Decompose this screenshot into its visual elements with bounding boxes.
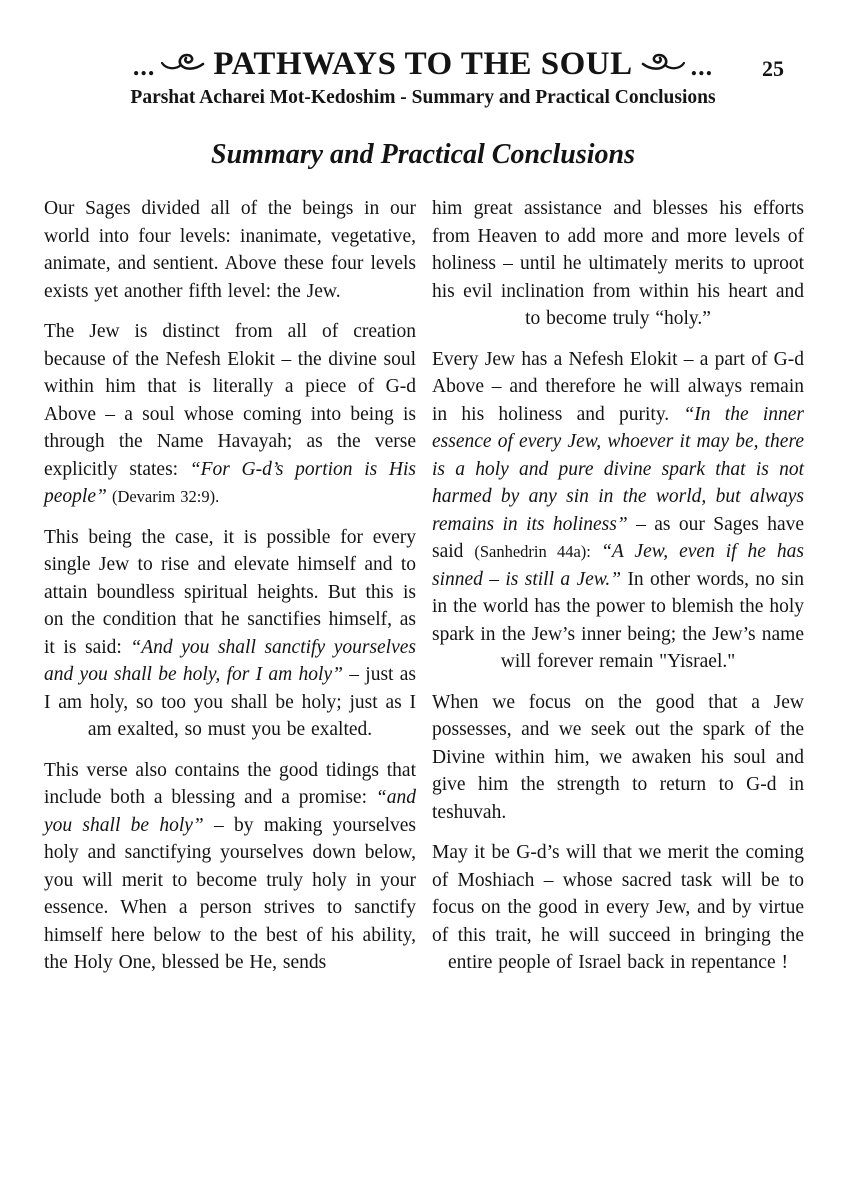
paragraph (432, 689, 804, 827)
paragraph (432, 346, 804, 676)
text-run: – as our Sages have said (432, 513, 804, 562)
quote-run: “And you shall sanctify yourselves and you shall be holy, for I am holy” (44, 636, 417, 685)
text-run: May it be G-d’s will that we merit the coming of Moshiach – whose sacred task will be to focus on the good in every Jew, and by virtue of this trait, he will succeed in bringing the entire people of Israel back in repentance ! (432, 842, 804, 973)
ornament-dots-left: ... (132, 51, 156, 81)
left-column (44, 195, 416, 990)
quote-run: “A Jew, even if he has sinned – is still a Jew.” (432, 541, 804, 590)
text-run: This being the case, it is possible for every single Jew to rise and elevate himself and to attain boundless spiritual heights. But this is on the condition that he sanctifies himself, as it is said: (44, 526, 416, 658)
text-run: Our Sages divided all of the beings in our world into four levels: inanimate, vegetative, animate, and sentient. Above these four levels exists yet another fifth level: the Jew. (44, 198, 416, 302)
chapter-subtitle: Parshat Acharei Mot-Kedoshim - Summary and Practical Conclusions (130, 87, 716, 108)
quote-run: “For G-d’s portion is His people” (44, 458, 417, 507)
text-run: him great assistance and blesses his efforts from Heaven to add more and more levels of holiness – until he ultimately merits to uproot his evil inclination from within his heart and to become truly “holy.” (432, 198, 804, 329)
scroll-flourish-right-icon (641, 50, 687, 79)
text-run: This verse also contains the good tidings that include both a blessing and a promise: (44, 759, 416, 808)
paragraph (44, 318, 416, 511)
page-number: 25 (762, 56, 784, 81)
paragraph (44, 524, 416, 744)
text-run: In other words, no sin in the world has the power to blemish the holy spark in the Jew’s inner being; the Jew’s name will forever remain "Yisrael." (432, 568, 804, 672)
text-run: When we focus on the good that a Jew possesses, and we seek out the spark of the Divine within him, we awaken his soul and give him the strength to return to G-d in teshuvah. (432, 691, 804, 823)
paragraph (44, 195, 416, 305)
scroll-flourish-left-icon (159, 50, 205, 79)
text-run: The Jew is distinct from all of creation because of the Nefesh Elokit – the divine soul within him that is literally a piece of G-d Above – a soul whose coming into being is through the Name Havayah; as the verse explicitly states: (44, 321, 416, 480)
citation-run: (Devarim 32:9). (106, 487, 220, 506)
text-run: – by making yourselves holy and sanctifying yourselves down below, you will merit to become truly holy in your essence. When a person strives to sanctify himself here below to the best of his ability, the Holy One, blessed be He, sends (44, 814, 417, 973)
text-run: Every Jew has a Nefesh Elokit – a part of G-d Above – and therefore he will always remain in his holiness and purity. (432, 348, 804, 425)
ornament-dots-right: ... (690, 51, 714, 81)
paragraph (44, 757, 416, 977)
paragraph (432, 839, 804, 977)
masthead (0, 46, 846, 83)
book-title: PATHWAYS TO THE SOUL (213, 46, 633, 82)
page-header (0, 0, 846, 109)
two-column-body (0, 195, 846, 990)
quote-run: “and you shall be holy” (44, 787, 416, 836)
citation-run: (Sanhedrin 44a): (474, 542, 602, 561)
right-column (432, 195, 804, 990)
paragraph (432, 195, 804, 333)
text-run: – just as I am holy, so too you shall be holy; just as I am exalted, so must you be exalted. (44, 664, 416, 740)
section-title: Summary and Practical Conclusions (211, 139, 635, 170)
quote-run: “In the inner essence of every Jew, whoever it may be, there is a holy and pure divine spark that is not harmed by any sin in the world, but always remains in its holiness” (432, 403, 805, 535)
